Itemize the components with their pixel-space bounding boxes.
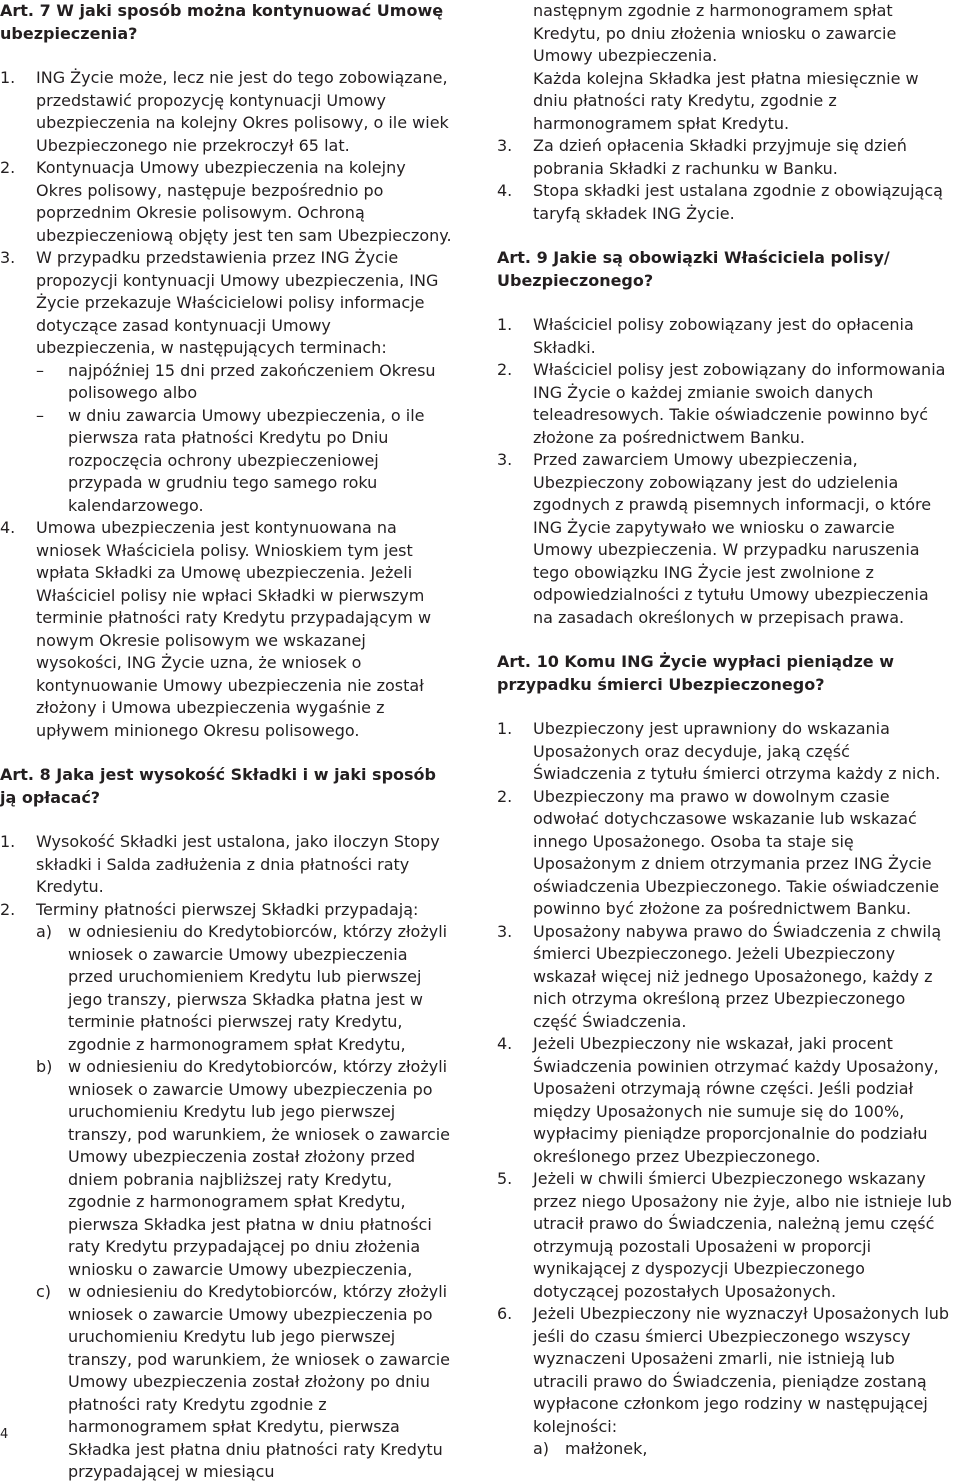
item-number: 4. [497, 181, 513, 200]
item-number: 3. [497, 450, 513, 469]
item-text: Umowa ubezpieczenia jest kontynuowana na wniosek Właściciela polisy. Wnioskiem tym jest wpłata Składki za Umowę ubezpieczenia. Jeżeli Właściciel polisy nie wpłaci Składki w pierwszym terminie płatności raty Kredytu przypadającym w nowym Okresie polisowym we wskazanej wysokości, ING Życie uzna, że wniosek o kontynuowanie Umowy ubezpieczenia nie został złożony i Umowa ubezpieczenia wygaśnie z upływem minionego Okresu polisowego. [36, 518, 432, 740]
art7-dash-2 [36, 405, 455, 518]
item-text: Przed zawarciem Umowy ubezpieczenia, Ubezpieczony zobowiązany jest do udzielenia zgodnych z prawdą pisemnych informacji, o które ING Życie zapytywało we wniosku o zawarcie Umowy ubezpieczenia. W przypadku naruszenia tego obowiązku ING Życie jest zwolnione z odpowiedzialności z tytułu Umowy ubezpieczenia na zasadach określonych w przepisach prawa. [533, 450, 932, 627]
item-text: Stopa składki jest ustalana zgodnie z obowiązującą taryfą składek ING Życie. [533, 181, 943, 223]
sub-letter: b) [36, 1057, 53, 1076]
art10-item-6 [497, 1303, 952, 1461]
continuation-text [497, 0, 952, 135]
sub-text: małżonek, [565, 1439, 648, 1458]
item-number: 1. [0, 68, 16, 87]
art8-sub-c [36, 1281, 455, 1484]
art8-sub-b [36, 1056, 455, 1281]
art8-item-1 [0, 831, 455, 899]
dash-mark: – [36, 360, 44, 380]
sub-text: w odniesieniu do Kredytobiorców, którzy złożyli wniosek o zawarcie Umowy ubezpieczenia po uruchomieniu Kredytu lub jego pierwszej transzy, pod warunkiem, że wniosek o zawarcie Umowy ubezpieczenia został złożony po dniu płatności raty Kredytu zgodnie z harmonogramem spłat Kredytu, pierwsza Składka jest płatna dniu płatności raty Kredytu przypadającej w miesiącu [68, 1282, 451, 1481]
item-number: 3. [0, 248, 16, 267]
item-number: 2. [0, 158, 16, 177]
item-text: Właściciel polisy jest zobowiązany do informowania ING Życie o każdej zmianie swoich danych teleadresowych. Takie oświadczenie powinno być złożone za pośrednictwem Banku. [533, 360, 946, 447]
art7-item-4 [0, 517, 455, 742]
art7-item-3 [0, 247, 455, 517]
item-number: 2. [497, 360, 513, 379]
art10-item-2 [497, 786, 952, 921]
sub-text: w odniesieniu do Kredytobiorców, którzy złożyli wniosek o zawarcie Umowy ubezpieczenia po uruchomieniu Kredytu lub jego pierwszej transzy, pod warunkiem, że wniosek o zawarcie Umowy ubezpieczenia został złożony przed dniem pobrania najbliższej raty Kredytu, zgodnie z harmonogramem spłat Kredytu, pierwsza Składka jest płatna w dniu płatności raty Kredytu przypadającej po dniu złożenia wniosku o zawarcie Umowy ubezpieczenia, [68, 1057, 451, 1279]
page-number: 4 [0, 1427, 9, 1442]
item-number: 2. [0, 899, 16, 919]
item-number: 2. [497, 786, 513, 806]
continuation-paragraph: Każda kolejna Składka jest płatna miesięcznie w dniu płatności raty Kredytu, zgodnie z harmonogramem spłat Kredytu. [533, 68, 919, 133]
art8-sub-a [36, 921, 455, 1056]
left-column [0, 0, 455, 1484]
item-text: Terminy płatności pierwszej Składki przypadają: [36, 899, 419, 919]
art9-item-2 [497, 359, 952, 449]
art8-item-3 [497, 135, 952, 180]
item-text: Jeżeli w chwili śmierci Ubezpieczonego wskazany przez niego Uposażony nie żyje, albo nie istnieje lub utracił prawo do Świadczenia, należną jemu część otrzymują pozostali Uposażeni w proporcji wynikającej z dyspozycji Ubezpieczonego dotyczącej pozostałych Uposażonych. [533, 1169, 952, 1301]
art10-item-5 [497, 1168, 952, 1303]
item-text: Ubezpieczony ma prawo w dowolnym czasie odwołać dotychczasowe wskazanie lub wskazać innego Uposażonego. Osoba ta staje się Uposażonym z dniem otrzymania przez ING Życie oświadczenia Ubezpieczonego. Takie oświadczenie powinno być złożone za pośrednictwem Banku. [533, 786, 940, 918]
art9-title: Art. 9 Jakie są obowiązki Właściciela polisy/ Ubezpieczonego? [497, 248, 890, 290]
dash-mark: – [36, 405, 44, 425]
item-text: ING Życie może, lecz nie jest do tego zobowiązane, przedstawić propozycję kontynuacji Umowy ubezpieczenia na kolejny Okres polisowy, o ile wiek Ubezpieczonego nie przekroczył 65 lat. [36, 68, 449, 155]
art8-item-2 [0, 899, 455, 1484]
item-text: Właściciel polisy zobowiązany jest do opłacenia Składki. [533, 315, 914, 357]
art8-title: Art. 8 Jaka jest wysokość Składki i w jaki sposób ją opłacać? [0, 765, 436, 807]
item-number: 4. [497, 1034, 513, 1053]
right-column [497, 0, 952, 1461]
item-number: 5. [497, 1169, 513, 1188]
sub-letter: a) [36, 922, 53, 941]
art7-item-1 [0, 67, 455, 157]
dash-text: najpóźniej 15 dni przed zakończeniem Okresu polisowego albo [68, 360, 436, 402]
art10-sub-a [533, 1438, 952, 1461]
item-number: 1. [497, 719, 513, 738]
sub-text: w odniesieniu do Kredytobiorców, którzy złożyli wniosek o zawarcie Umowy ubezpieczenia przed uruchomieniem Kredytu lub pierwszej jego transzy, pierwsza Składka płatna jest w terminie płatności pierwszej raty Kredytu, zgodnie z harmonogramem spłat Kredytu, [68, 922, 448, 1054]
item-text: W przypadku przedstawienia przez ING Życie propozycji kontynuacji Umowy ubezpieczenia, ING Życie przekazuje Właścicielowi polisy informacje dotyczące zasad kontynuacji Umowy ubezpieczenia, w następujących terminach: [36, 248, 439, 357]
sub-letter: a) [533, 1439, 550, 1458]
item-text: Wysokość Składki jest ustalona, jako iloczyn Stopy składki i Salda zadłużenia z dnia płatności raty Kredytu. [36, 832, 440, 896]
art10-title: Art. 10 Komu ING Życie wypłaci pieniądze w przypadku śmierci Ubezpieczonego? [497, 652, 894, 694]
continuation-sentence: następnym zgodnie z harmonogramem spłat Kredytu, po dniu złożenia wniosku o zawarcie Umowy ubezpieczenia. [533, 1, 897, 65]
item-text: Uposażony nabywa prawo do Świadczenia z chwilą śmierci Ubezpieczonego. Jeżeli Ubezpieczony wskazał więcej niż jednego Uposażonego, każdy z nich otrzyma określoną przez Ubezpieczonego część Świadczenia. [533, 921, 942, 1031]
item-number: 3. [497, 136, 513, 155]
item-text: Kontynuacja Umowy ubezpieczenia na kolejny Okres polisowy, następuje bezpośrednio po poprzednim Okresie polisowym. Ochroną ubezpieczeniową objęty jest ten sam Ubezpieczony. [36, 158, 452, 245]
dash-text: w dniu zawarcia Umowy ubezpieczenia, o ile pierwsza rata płatności Kredytu po Dniu rozpoczęcia ochrony ubezpieczeniowej przypada w grudniu tego samego roku kalendarzowego. [68, 405, 425, 515]
art10-item-3 [497, 921, 952, 1034]
item-text: Jeżeli Ubezpieczony nie wskazał, jaki procent Świadczenia powinien otrzymać każdy Uposażony, Uposażeni otrzymają równe części. Jeśli podział między Uposażonych nie sumuje się do 100%, wypłacimy pieniądze proporcjonalnie do podziału określonego przez Ubezpieczonego. [533, 1034, 939, 1166]
item-text: Ubezpieczony jest uprawniony do wskazania Uposażonych oraz decyduje, jaką część Świadczenia z tytułu śmierci otrzyma każdy z nich. [533, 719, 941, 783]
item-number: 6. [497, 1304, 513, 1323]
sub-letter: c) [36, 1282, 52, 1301]
item-number: 3. [497, 921, 513, 941]
art9-item-3 [497, 449, 952, 629]
art8-item-4 [497, 180, 952, 225]
item-text: Jeżeli Ubezpieczony nie wyznaczył Uposażonych lub jeśli do czasu śmierci Ubezpieczonego wszyscy wyznaczeni Uposażeni zmarli, nie istnieją lub utracili prawo do Świadczenia, pieniądze zostaną wypłacone członkom jego rodziny w następującej kolejności: [533, 1304, 950, 1436]
item-text: Za dzień opłacenia Składki przyjmuje się dzień pobrania Składki z rachunku w Banku. [533, 136, 907, 178]
art9-item-1 [497, 314, 952, 359]
art7-title: Art. 7 W jaki sposób można kontynuować Umowę ubezpieczenia? [0, 1, 444, 43]
art7-dash-1 [36, 360, 455, 405]
item-number: 1. [497, 315, 513, 334]
item-number: 1. [0, 832, 16, 851]
art7-item-2 [0, 157, 455, 247]
art10-item-4 [497, 1033, 952, 1168]
item-number: 4. [0, 518, 16, 537]
art10-item-1 [497, 718, 952, 786]
